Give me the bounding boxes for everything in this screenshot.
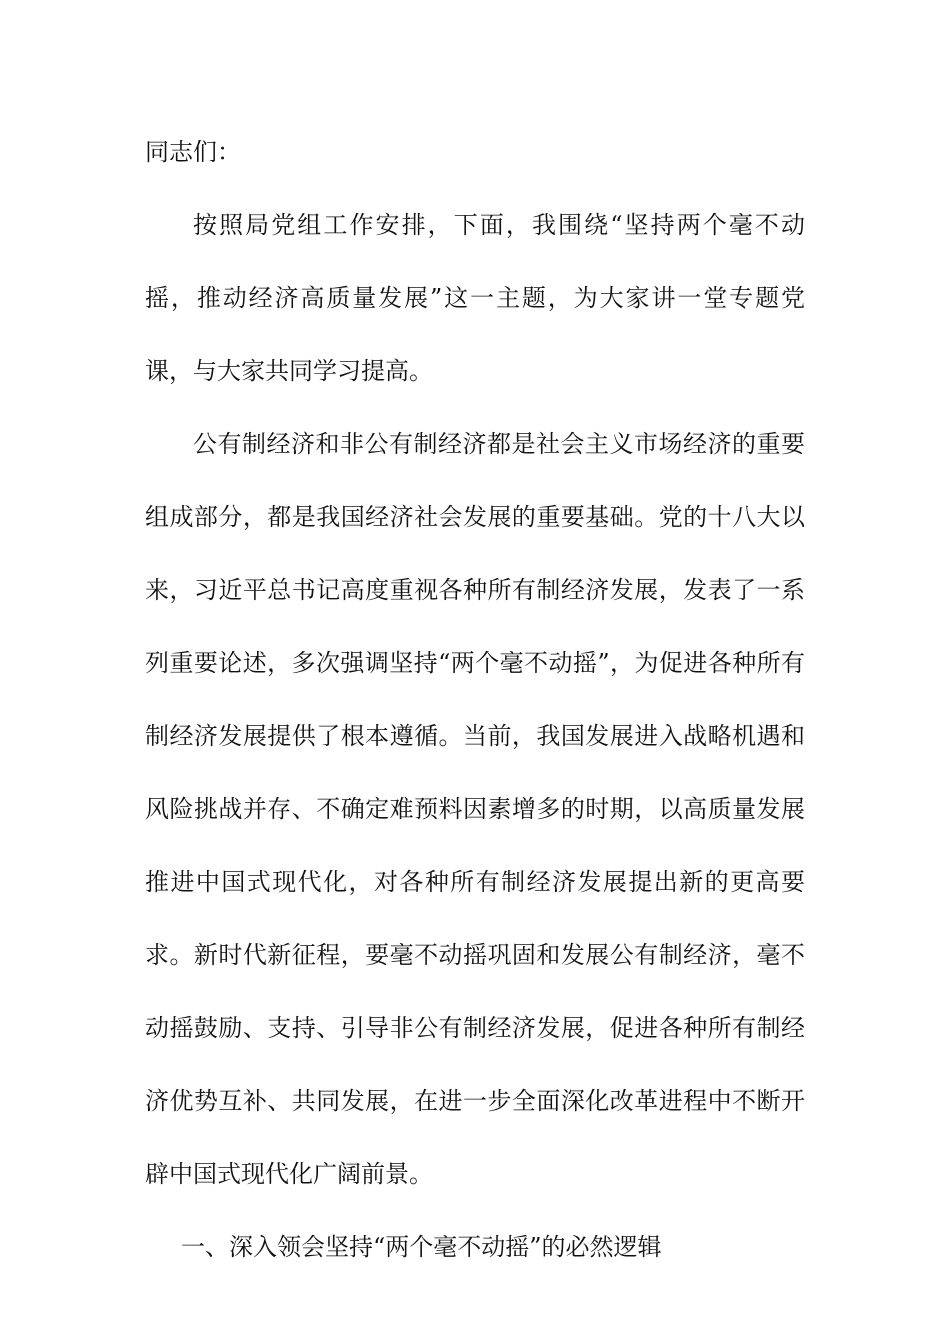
paragraph-main: 公有制经济和非公有制经济都是社会主义市场经济的重要组成部分，都是我国经济社会发展的重要基础。党的十八大以来，习近平总书记高度重视各种所有制经济发展，发表了一系列重要论述，多次强调坚持“两个毫不动摇”，为促进各种所有制经济发展提供了根本遵循。当前，我国发展进入战略机遇和风险挑战并存、不确定难预料因素增多的时期，以高质量发展推进中国式现代化，对各种所有制经济发展提出新的更高要求。新时代新征程，要毫不动摇巩固和发展公有制经济，毫不动摇鼓励、支持、引导非公有制经济发展，促进各种所有制经济优势互补、共同发展，在进一步全面深化改革进程中不断开辟中国式现代化广阔前景。 bbox=[145, 430, 805, 1188]
document-body bbox=[145, 116, 805, 1284]
paragraph-intro: 按照局党组工作安排，下面，我围绕“坚持两个毫不动摇，推动经济高质量发展”这一主题，为大家讲一堂专题党课，与大家共同学习提高。 bbox=[145, 211, 805, 385]
section-heading: 一、深入领会坚持“两个毫不动摇”的必然逻辑 bbox=[181, 1233, 662, 1261]
salutation: 同志们： bbox=[145, 138, 241, 166]
